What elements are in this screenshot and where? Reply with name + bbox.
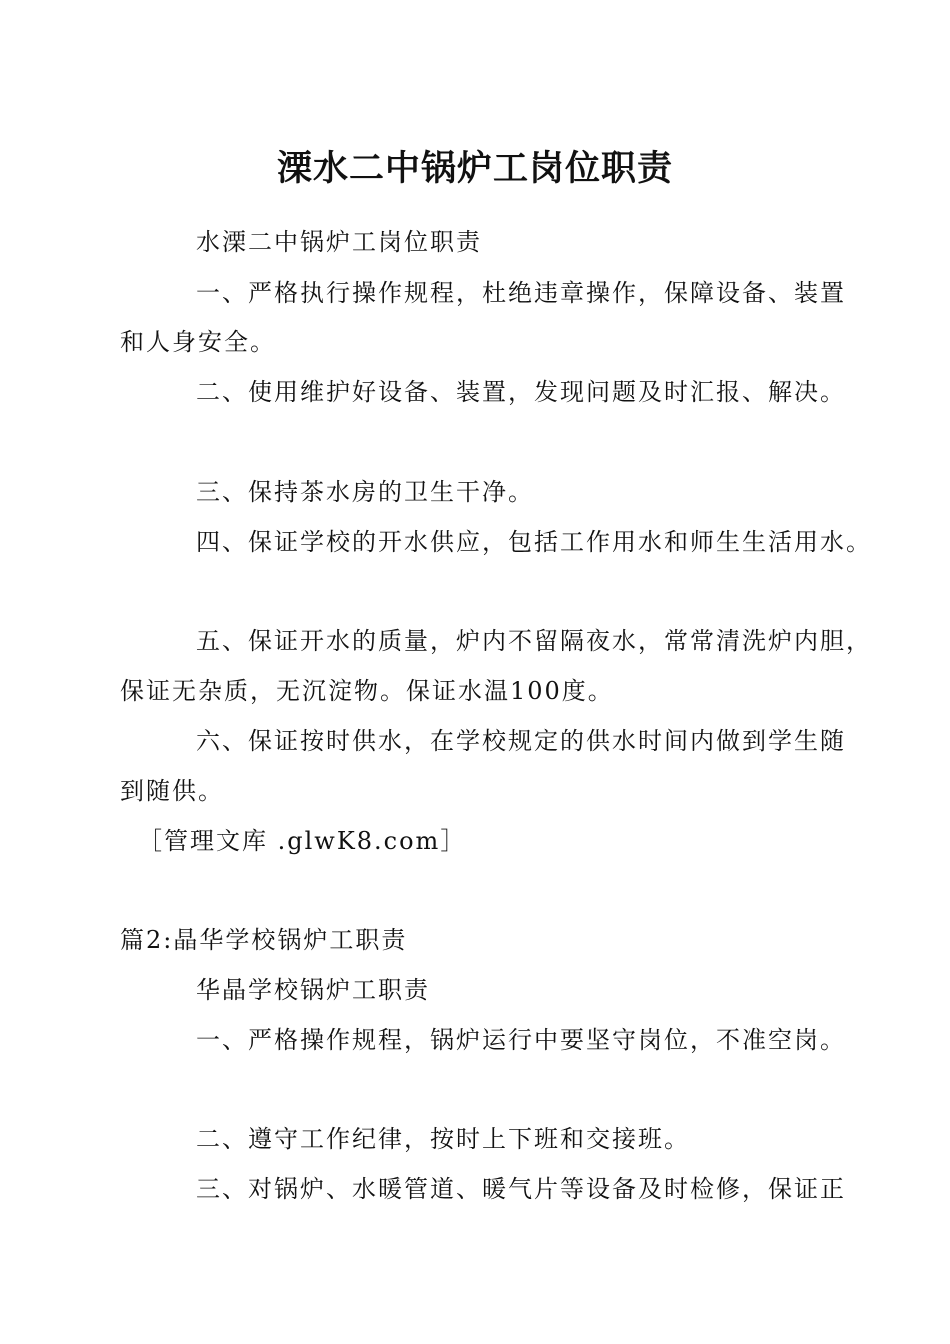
document-title: 溧水二中锅炉工岗位职责	[276, 149, 673, 189]
section-heading: 篇2:晶华学校锅炉工职责	[120, 926, 408, 954]
text-line: 四、保证学校的开水供应，包括工作用水和师生生活用水。	[196, 528, 872, 556]
subtitle-line: 水溧二中锅炉工岗位职责	[196, 228, 482, 256]
text-line: 三、对锅炉、水暖管道、暖气片等设备及时检修，保证正	[196, 1175, 846, 1203]
text-line: 二、使用维护好设备、装置，发现问题及时汇报、解决。	[196, 378, 846, 406]
text-line: 一、严格执行操作规程，杜绝违章操作，保障设备、装置	[196, 279, 846, 307]
text-line: 二、遵守工作纪律，按时上下班和交接班。	[196, 1125, 690, 1153]
text-line: 三、保持茶水房的卫生干净。	[196, 478, 534, 506]
source-citation: ［管理文库 .glwK8.com］	[138, 827, 467, 855]
subtitle-line: 华晶学校锅炉工职责	[196, 976, 430, 1004]
text-line: 保证无杂质，无沉淀物。保证水温100度。	[120, 677, 614, 705]
text-line: 到随供。	[120, 777, 224, 805]
text-line: 和人身安全。	[120, 328, 276, 356]
text-line: 六、保证按时供水，在学校规定的供水时间内做到学生随	[196, 727, 846, 755]
text-line: 一、严格操作规程，锅炉运行中要坚守岗位，不准空岗。	[196, 1026, 846, 1054]
text-line: 五、保证开水的质量，炉内不留隔夜水，常常清洗炉内胆，	[196, 627, 872, 655]
